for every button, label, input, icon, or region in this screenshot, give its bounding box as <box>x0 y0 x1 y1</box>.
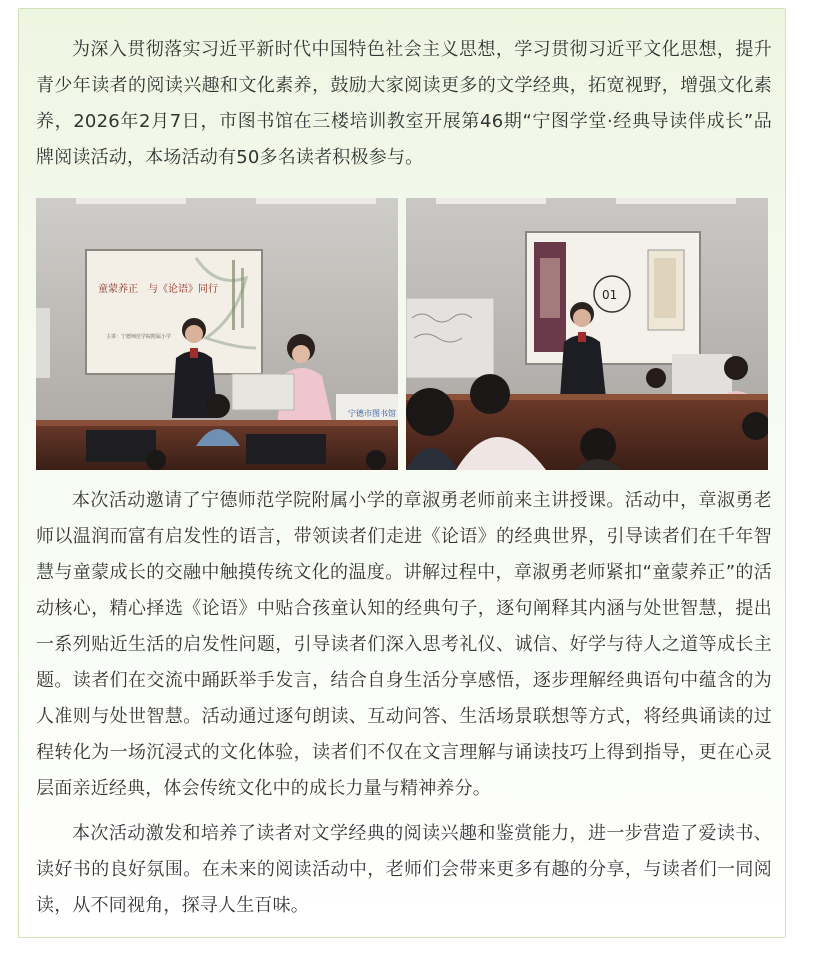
article-paragraph-conclusion: 本次活动激发和培养了读者对文学经典的阅读兴趣和鉴赏能力，进一步营造了爱读书、读好书的良好氛围。在未来的阅读活动中，老师们会带来更多有趣的分享，与读者们一同阅读，从不同视角，探寻人生百味。 <box>36 823 772 916</box>
activity-photo-right <box>406 198 768 470</box>
slide-title: 童蒙养正 与《论语》同行 <box>98 284 218 295</box>
slide-subtitle: 主讲：宁德师范学院附属小学 <box>106 334 172 340</box>
article-paragraph-intro: 为深入贯彻落实习近平新时代中国特色社会主义思想，学习贯彻习近平文化思想，提升青少年读者的阅读兴趣和文化素养，鼓励大家阅读更多的文学经典，拓宽视野，增强文化素养，2026年2月7日，市图书馆在三楼培训教室开展第46期“宁图学堂·经典导读伴成长”品牌阅读活动，本场活动有50多名读者积极参与。 <box>36 39 772 168</box>
article-paragraph-activity: 本次活动邀请了宁德师范学院附属小学的章淑勇老师前来主讲授课。活动中，章淑勇老师以温润而富有启发性的语言，带领读者们走进《论语》的经典世界，引导读者们在千年智慧与童蒙成长的交融中触摸传统文化的温度。讲解过程中，章淑勇老师紧扣“童蒙养正”的活动核心，精心择选《论语》中贴合孩童认知的经典句子，逐句阐释其内涵与处世智慧，提出一系列贴近生活的启发性问题，引导读者们深入思考礼仪、诚信、好学与待人之道等成长主题。读者们在交流中踊跃举手发言，结合自身生活分享感悟，逐步理解经典语句中蕴含的为人准则与处世智慧。活动通过逐句朗读、互动问答、生活场景联想等方式，将经典诵读的过程转化为一场沉浸式的文化体验，读者们不仅在文言理解与诵读技巧上得到指导，更在心灵层面亲近经典，体会传统文化中的成长力量与精神养分。 <box>36 490 772 799</box>
slide-number: 01 <box>602 288 618 302</box>
activity-photo-left <box>36 198 398 470</box>
podium-label: 宁德市图书馆 <box>348 409 396 418</box>
